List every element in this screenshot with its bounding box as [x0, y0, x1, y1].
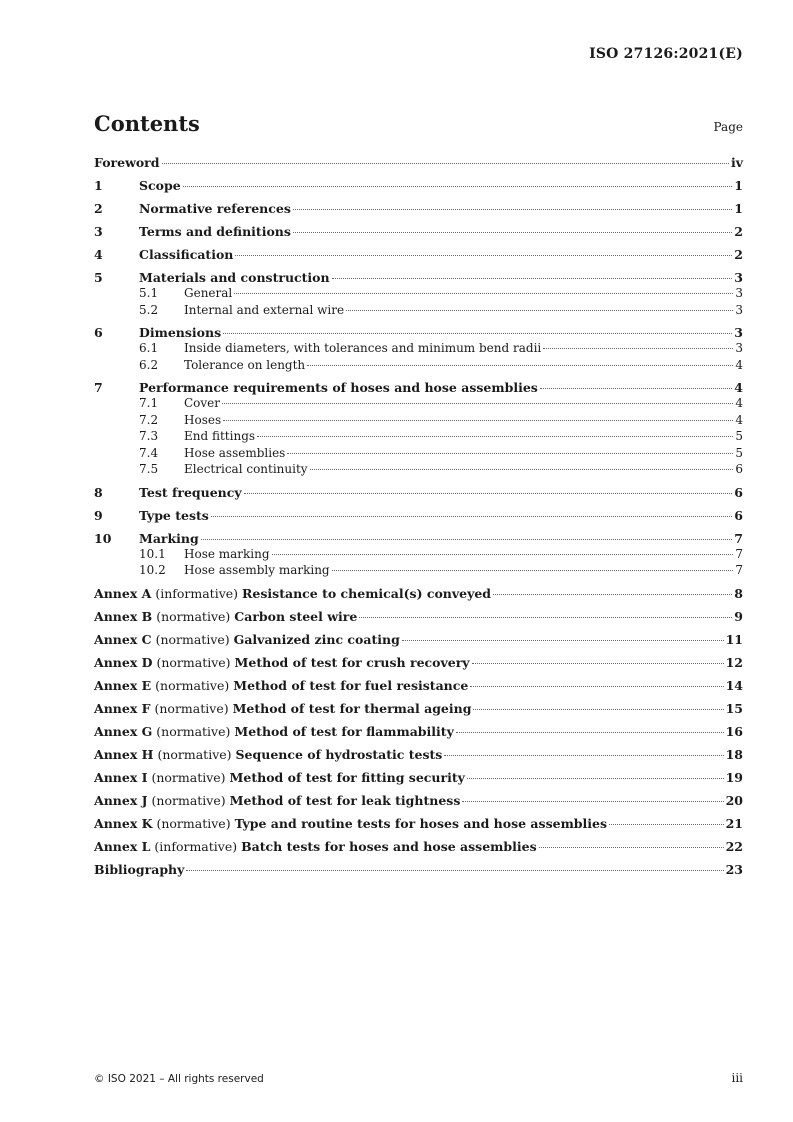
toc-entry-page: 6: [735, 462, 743, 476]
dot-leader: [162, 163, 729, 164]
dot-leader: [293, 232, 732, 233]
annex-type: (normative): [155, 631, 230, 647]
dot-leader: [332, 278, 733, 279]
toc-entry[interactable]: [94, 508, 743, 523]
annex-prefix: Annex E: [94, 677, 152, 693]
toc-entry-page: 5: [735, 445, 743, 460]
toc-entry[interactable]: [94, 302, 743, 319]
document-id: ISO 27126:2021(E): [589, 46, 743, 62]
dot-leader: [444, 755, 723, 756]
annex-title: Method of test for fuel resistance: [233, 677, 469, 693]
annex-prefix: Annex D: [94, 654, 153, 670]
toc-entry-page: 7: [735, 546, 743, 561]
toc-entry-number: 9: [94, 507, 103, 523]
toc-entry-label: Inside diameters, with tolerances and minimum bend radii: [184, 341, 542, 355]
toc-entry-label: Terms and definitions: [139, 224, 291, 239]
annex-type: (normative): [156, 815, 231, 831]
annex-type: (informative): [155, 585, 239, 601]
toc-entry-page: 2: [734, 224, 743, 239]
toc-entry-number: 7.3: [139, 429, 159, 443]
toc-entry[interactable]: [94, 862, 743, 877]
toc-entry-label: [94, 586, 491, 601]
dot-leader: [272, 554, 734, 555]
copyright-notice: © ISO 2021 – All rights reserved: [94, 1073, 264, 1085]
toc-entry[interactable]: [94, 445, 743, 462]
toc-entry-label: Marking: [139, 530, 199, 546]
annex-title: Resistance to chemical(s) conveyed: [242, 585, 492, 601]
toc-entry-page: 3: [735, 302, 743, 317]
toc-entry-label: Cover: [184, 396, 221, 410]
annex-prefix: Annex G: [94, 723, 153, 739]
toc-entry-number: 7: [94, 380, 103, 395]
annex-prefix: Annex K: [94, 815, 153, 831]
toc-entry-label: [94, 747, 442, 762]
annex-title: Method of test for leak tightness: [229, 792, 461, 808]
annex-type: (normative): [155, 677, 230, 693]
toc-entry-page: 3: [735, 286, 743, 300]
toc-entry-label: Electrical continuity: [184, 462, 308, 476]
toc-entry-label: [94, 609, 357, 624]
toc-entry-number: 8: [94, 484, 103, 500]
toc-entry-label: Tolerance on length: [184, 357, 306, 372]
toc-entry-page: 22: [725, 838, 743, 854]
toc-entry-page: 1: [734, 178, 743, 193]
toc-entry-page: 9: [734, 608, 743, 624]
toc-entry[interactable]: [94, 270, 743, 285]
toc-entry-number: 7.4: [139, 445, 159, 460]
toc-entry-label: Performance requirements of hoses and hose assemblies: [139, 380, 538, 395]
dot-leader: [359, 617, 732, 618]
table-of-contents: [94, 155, 743, 877]
toc-entry-page: 4: [735, 412, 743, 427]
toc-entry[interactable]: [94, 201, 743, 216]
annex-prefix: Annex F: [94, 700, 151, 716]
annex-type: (informative): [154, 838, 238, 854]
toc-entry-label: [94, 839, 537, 854]
toc-entry-page: 7: [734, 530, 743, 546]
annex-prefix: Annex B: [94, 608, 153, 624]
toc-entry-label: [94, 770, 465, 785]
toc-entry-number: 5: [94, 270, 103, 285]
annex-title: Method of test for flammability: [234, 723, 454, 739]
toc-entry-number: 4: [94, 247, 103, 262]
toc-entry-page: 12: [725, 654, 743, 670]
toc-entry-page: 7: [735, 563, 743, 577]
dot-leader: [539, 847, 724, 848]
toc-entry[interactable]: [94, 357, 743, 374]
toc-entry-number: 2: [94, 201, 103, 216]
dot-leader: [234, 293, 733, 294]
toc-entry-label: [94, 632, 400, 647]
toc-entry-page: 19: [725, 769, 743, 785]
toc-entry[interactable]: [94, 586, 743, 601]
toc-entry-page: 1: [734, 201, 743, 216]
toc-entry-page: 23: [725, 861, 743, 877]
toc-entry-number: 7.2: [139, 412, 159, 427]
annex-prefix: Annex L: [94, 838, 151, 854]
toc-entry[interactable]: [94, 224, 743, 239]
toc-entry[interactable]: [94, 546, 743, 563]
dot-leader: [462, 801, 723, 802]
dot-leader: [470, 686, 723, 687]
dot-leader: [456, 732, 724, 733]
toc-entry-label: [94, 816, 607, 831]
annex-title: Carbon steel wire: [234, 608, 358, 624]
toc-entry-label: Bibliography: [94, 861, 185, 877]
dot-leader: [540, 388, 732, 389]
dot-leader: [332, 570, 734, 571]
toc-entry[interactable]: [94, 178, 743, 193]
toc-entry-number: 5.1: [139, 286, 159, 300]
toc-entry-page: 6: [734, 484, 743, 500]
annex-type: (normative): [156, 608, 231, 624]
toc-entry-label: [94, 655, 470, 670]
toc-entry-page: 3: [734, 270, 743, 285]
annex-type: (normative): [157, 746, 232, 762]
toc-entry-page: 3: [735, 341, 743, 355]
toc-entry-label: Hose assembly marking: [184, 563, 330, 577]
annex-title: Galvanized zinc coating: [233, 631, 400, 647]
dot-leader: [287, 453, 733, 454]
page-column-label: Page: [713, 120, 743, 134]
toc-entry-page: 11: [725, 631, 743, 647]
toc-entry-number: 10: [94, 530, 112, 546]
annex-type: (normative): [156, 723, 231, 739]
toc-entry[interactable]: [94, 325, 743, 340]
dot-leader: [186, 870, 723, 871]
toc-entry-label: General: [184, 286, 233, 300]
toc-entry-label: Normative references: [139, 201, 291, 216]
dot-leader: [201, 539, 733, 540]
dot-leader: [307, 365, 733, 366]
toc-entry-number: 7.5: [139, 462, 159, 476]
annex-title: Sequence of hydrostatic tests: [235, 746, 443, 762]
dot-leader: [472, 663, 724, 664]
toc-entry[interactable]: [94, 531, 743, 546]
annex-type: (normative): [151, 792, 226, 808]
toc-entry-page: 3: [734, 325, 743, 340]
dot-leader: [467, 778, 724, 779]
dot-leader: [293, 209, 732, 210]
dot-leader: [211, 516, 732, 517]
toc-entry-label: [94, 678, 468, 693]
dot-leader: [402, 640, 724, 641]
toc-entry[interactable]: [94, 724, 743, 739]
toc-entry[interactable]: [94, 632, 743, 647]
annex-prefix: Annex H: [94, 746, 154, 762]
toc-entry-label: Internal and external wire: [184, 302, 345, 317]
annex-title: Type and routine tests for hoses and hose assemblies: [234, 815, 608, 831]
toc-entry[interactable]: [94, 793, 743, 808]
toc-entry-page: 16: [725, 723, 743, 739]
toc-entry[interactable]: [94, 428, 743, 445]
annex-type: (normative): [151, 769, 226, 785]
toc-entry-number: 1: [94, 178, 103, 193]
page-title: Contents: [94, 111, 200, 136]
toc-entry-number: 6.2: [139, 357, 159, 372]
annex-title: Batch tests for hoses and hose assemblies: [241, 838, 537, 854]
annex-title: Method of test for thermal ageing: [232, 700, 472, 716]
dot-leader: [346, 310, 733, 311]
toc-entry-page: 18: [725, 746, 743, 762]
toc-entry-label: Classification: [139, 247, 234, 262]
toc-entry-label: Hose assemblies: [184, 445, 286, 460]
toc-entry-label: [94, 701, 471, 716]
dot-leader: [257, 436, 733, 437]
toc-entry-number: 6: [94, 325, 103, 340]
toc-entry-label: [94, 724, 454, 739]
dot-leader: [473, 709, 723, 710]
toc-entry-number: 6.1: [139, 341, 159, 355]
annex-type: (normative): [156, 654, 231, 670]
dot-leader: [244, 493, 733, 494]
toc-entry[interactable]: [94, 461, 743, 478]
toc-entry-label: Test frequency: [139, 484, 242, 500]
annex-prefix: Annex A: [94, 585, 152, 601]
annex-prefix: Annex I: [94, 769, 148, 785]
dot-leader: [493, 594, 732, 595]
annex-prefix: Annex J: [94, 792, 148, 808]
toc-entry[interactable]: [94, 412, 743, 429]
toc-entry-page: 4: [735, 396, 743, 410]
toc-entry-label: [94, 793, 460, 808]
toc-entry-label: End fittings: [184, 429, 256, 443]
toc-entry-page: 8: [734, 585, 743, 601]
toc-entry[interactable]: [94, 839, 743, 854]
toc-entry-label: Hose marking: [184, 546, 270, 561]
toc-entry[interactable]: [94, 380, 743, 395]
toc-entry-page: 4: [734, 380, 743, 395]
toc-entry-label: Hoses: [184, 412, 222, 427]
dot-leader: [223, 333, 732, 334]
toc-entry-page: 6: [734, 507, 743, 523]
toc-entry-number: 3: [94, 224, 103, 239]
toc-entry-page: 5: [735, 429, 743, 443]
toc-entry-number: 10.1: [139, 546, 166, 561]
toc-entry-page: iv: [730, 155, 743, 170]
toc-entry[interactable]: [94, 340, 743, 357]
dot-leader: [235, 255, 732, 256]
toc-entry-label: Type tests: [139, 507, 209, 523]
dot-leader: [543, 348, 733, 349]
dot-leader: [609, 824, 724, 825]
toc-entry[interactable]: [94, 247, 743, 262]
toc-entry[interactable]: [94, 816, 743, 831]
dot-leader: [183, 186, 733, 187]
toc-entry[interactable]: [94, 747, 743, 762]
toc-entry[interactable]: [94, 655, 743, 670]
toc-entry[interactable]: [94, 701, 743, 716]
toc-entry-page: 2: [734, 247, 743, 262]
toc-entry-number: 10.2: [139, 563, 166, 577]
toc-entry[interactable]: [94, 485, 743, 500]
annex-prefix: Annex C: [94, 631, 152, 647]
contents-header: [94, 111, 743, 136]
toc-entry-label: Foreword: [94, 155, 160, 170]
toc-entry-number: 7.1: [139, 396, 159, 410]
annex-title: Method of test for fitting security: [229, 769, 465, 785]
toc-entry[interactable]: [94, 285, 743, 302]
toc-entry[interactable]: [94, 562, 743, 579]
toc-entry[interactable]: [94, 395, 743, 412]
toc-entry-label: Dimensions: [139, 325, 222, 340]
toc-entry-page: 21: [725, 815, 743, 831]
toc-entry[interactable]: [94, 770, 743, 785]
toc-entry[interactable]: [94, 155, 743, 170]
page-number: iii: [731, 1071, 743, 1085]
annex-type: (normative): [154, 700, 229, 716]
dot-leader: [223, 420, 733, 421]
toc-entry-page: 14: [725, 677, 743, 693]
toc-entry-page: 15: [725, 700, 743, 716]
annex-title: Method of test for crush recovery: [234, 654, 470, 670]
toc-entry[interactable]: [94, 678, 743, 693]
toc-entry-label: Scope: [139, 178, 181, 193]
toc-entry-label: Materials and construction: [139, 270, 330, 285]
toc-entry-page: 4: [735, 357, 743, 372]
toc-entry[interactable]: [94, 609, 743, 624]
dot-leader: [222, 403, 733, 404]
toc-entry-number: 5.2: [139, 302, 159, 317]
toc-entry-page: 20: [725, 792, 743, 808]
dot-leader: [310, 469, 734, 470]
